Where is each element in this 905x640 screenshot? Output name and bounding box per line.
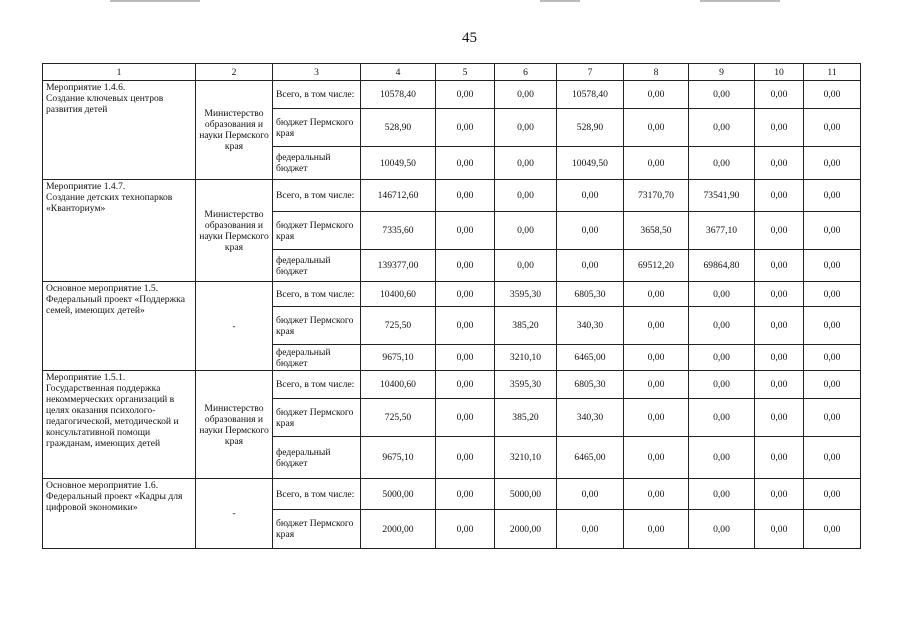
activity-name: Мероприятие 1.4.6. Создание ключевых центров развития детей [43, 81, 196, 180]
column-number-3: 3 [273, 64, 361, 81]
amount-cell-col-4: 2000,00 [361, 510, 436, 549]
amount-cell-col-5: 0,00 [436, 307, 495, 345]
table-row [43, 282, 861, 307]
amount-cell-col-4: 7335,60 [361, 212, 436, 250]
amount-cell-col-7: 0,00 [557, 180, 624, 212]
amount-cell-col-6: 3595,30 [495, 371, 557, 399]
amount-cell-col-10: 0,00 [755, 81, 804, 109]
amount-cell-col-8: 0,00 [624, 345, 689, 371]
amount-cell-col-5: 0,00 [436, 250, 495, 282]
amount-cell-col-5: 0,00 [436, 180, 495, 212]
amount-cell-col-10: 0,00 [755, 282, 804, 307]
amount-cell-col-7: 528,90 [557, 109, 624, 147]
amount-cell-col-5: 0,00 [436, 399, 495, 437]
amount-cell-col-10: 0,00 [755, 437, 804, 479]
amount-cell-col-11: 0,00 [804, 307, 861, 345]
amount-cell-col-5: 0,00 [436, 212, 495, 250]
amount-cell-col-6: 385,20 [495, 399, 557, 437]
funding-source: бюджет Пермского края [273, 399, 361, 437]
executor-name: Министерство образования и науки Пермского края [196, 180, 273, 282]
amount-cell-col-6: 0,00 [495, 250, 557, 282]
amount-cell-col-11: 0,00 [804, 109, 861, 147]
amount-cell-col-11: 0,00 [804, 81, 861, 109]
table-row [43, 81, 861, 109]
executor-name: - [196, 282, 273, 371]
amount-cell-col-8: 0,00 [624, 479, 689, 510]
amount-cell-col-7: 6805,30 [557, 282, 624, 307]
funding-source: федеральный бюджет [273, 147, 361, 180]
amount-cell-col-4: 139377,00 [361, 250, 436, 282]
column-number-4: 4 [361, 64, 436, 81]
amount-cell-col-8: 0,00 [624, 399, 689, 437]
funding-source: Всего, в том числе: [273, 479, 361, 510]
amount-cell-col-4: 10049,50 [361, 147, 436, 180]
amount-cell-col-8: 3658,50 [624, 212, 689, 250]
activity-name: Основное мероприятие 1.6. Федеральный проект «Кадры для цифровой экономики» [43, 479, 196, 549]
table-body [43, 81, 861, 549]
amount-cell-col-7: 6465,00 [557, 437, 624, 479]
amount-cell-col-7: 6465,00 [557, 345, 624, 371]
amount-cell-col-7: 10578,40 [557, 81, 624, 109]
amount-cell-col-9: 0,00 [689, 147, 755, 180]
column-number-11: 11 [804, 64, 861, 81]
funding-source: бюджет Пермского края [273, 307, 361, 345]
amount-cell-col-7: 0,00 [557, 510, 624, 549]
amount-cell-col-9: 0,00 [689, 510, 755, 549]
amount-cell-col-6: 0,00 [495, 180, 557, 212]
amount-cell-col-5: 0,00 [436, 371, 495, 399]
executor-name: - [196, 479, 273, 549]
funding-source: Всего, в том числе: [273, 371, 361, 399]
amount-cell-col-8: 0,00 [624, 109, 689, 147]
amount-cell-col-11: 0,00 [804, 510, 861, 549]
funding-source: федеральный бюджет [273, 437, 361, 479]
column-number-1: 1 [43, 64, 196, 81]
amount-cell-col-11: 0,00 [804, 479, 861, 510]
amount-cell-col-6: 0,00 [495, 212, 557, 250]
amount-cell-col-9: 69864,80 [689, 250, 755, 282]
amount-cell-col-5: 0,00 [436, 109, 495, 147]
amount-cell-col-6: 3210,10 [495, 437, 557, 479]
amount-cell-col-5: 0,00 [436, 147, 495, 180]
amount-cell-col-9: 0,00 [689, 81, 755, 109]
amount-cell-col-9: 0,00 [689, 437, 755, 479]
amount-cell-col-10: 0,00 [755, 307, 804, 345]
amount-cell-col-10: 0,00 [755, 250, 804, 282]
amount-cell-col-8: 69512,20 [624, 250, 689, 282]
funding-source: Всего, в том числе: [273, 180, 361, 212]
amount-cell-col-8: 0,00 [624, 307, 689, 345]
amount-cell-col-4: 725,50 [361, 307, 436, 345]
amount-cell-col-9: 0,00 [689, 371, 755, 399]
amount-cell-col-4: 9675,10 [361, 345, 436, 371]
amount-cell-col-11: 0,00 [804, 180, 861, 212]
column-number-8: 8 [624, 64, 689, 81]
amount-cell-col-8: 0,00 [624, 437, 689, 479]
amount-cell-col-7: 6805,30 [557, 371, 624, 399]
scan-edge-mark [540, 0, 580, 2]
amount-cell-col-8: 0,00 [624, 371, 689, 399]
amount-cell-col-11: 0,00 [804, 345, 861, 371]
amount-cell-col-10: 0,00 [755, 180, 804, 212]
table-row [43, 479, 861, 510]
amount-cell-col-10: 0,00 [755, 399, 804, 437]
funding-source: бюджет Пермского края [273, 212, 361, 250]
amount-cell-col-10: 0,00 [755, 109, 804, 147]
amount-cell-col-10: 0,00 [755, 147, 804, 180]
executor-name: Министерство образования и науки Пермского края [196, 371, 273, 479]
funding-source: Всего, в том числе: [273, 81, 361, 109]
activity-name: Основное мероприятие 1.5. Федеральный проект «Поддержка семей, имеющих детей» [43, 282, 196, 371]
amount-cell-col-9: 73541,90 [689, 180, 755, 212]
funding-source: федеральный бюджет [273, 250, 361, 282]
column-number-row [43, 64, 861, 81]
scan-edge-mark [110, 0, 200, 2]
column-number-6: 6 [495, 64, 557, 81]
amount-cell-col-5: 0,00 [436, 510, 495, 549]
amount-cell-col-8: 0,00 [624, 147, 689, 180]
amount-cell-col-9: 0,00 [689, 345, 755, 371]
amount-cell-col-5: 0,00 [436, 282, 495, 307]
funding-source: федеральный бюджет [273, 345, 361, 371]
column-number-7: 7 [557, 64, 624, 81]
amount-cell-col-4: 9675,10 [361, 437, 436, 479]
funding-source: бюджет Пермского края [273, 109, 361, 147]
amount-cell-col-9: 0,00 [689, 282, 755, 307]
amount-cell-col-10: 0,00 [755, 212, 804, 250]
amount-cell-col-7: 0,00 [557, 212, 624, 250]
column-number-9: 9 [689, 64, 755, 81]
amount-cell-col-6: 0,00 [495, 147, 557, 180]
amount-cell-col-11: 0,00 [804, 371, 861, 399]
amount-cell-col-9: 0,00 [689, 399, 755, 437]
amount-cell-col-9: 0,00 [689, 479, 755, 510]
amount-cell-col-6: 3210,10 [495, 345, 557, 371]
executor-name: Министерство образования и науки Пермского края [196, 81, 273, 180]
amount-cell-col-7: 0,00 [557, 479, 624, 510]
amount-cell-col-10: 0,00 [755, 345, 804, 371]
amount-cell-col-5: 0,00 [436, 345, 495, 371]
amount-cell-col-9: 0,00 [689, 109, 755, 147]
amount-cell-col-11: 0,00 [804, 437, 861, 479]
table-row [43, 180, 861, 212]
column-number-5: 5 [436, 64, 495, 81]
amount-cell-col-6: 0,00 [495, 109, 557, 147]
amount-cell-col-10: 0,00 [755, 479, 804, 510]
amount-cell-col-8: 0,00 [624, 282, 689, 307]
amount-cell-col-4: 10400,60 [361, 282, 436, 307]
amount-cell-col-7: 340,30 [557, 307, 624, 345]
amount-cell-col-8: 0,00 [624, 510, 689, 549]
page-number: 45 [462, 30, 477, 46]
table-row [43, 371, 861, 399]
amount-cell-col-11: 0,00 [804, 212, 861, 250]
amount-cell-col-8: 0,00 [624, 81, 689, 109]
amount-cell-col-4: 146712,60 [361, 180, 436, 212]
amount-cell-col-4: 5000,00 [361, 479, 436, 510]
amount-cell-col-11: 0,00 [804, 399, 861, 437]
amount-cell-col-9: 3677,10 [689, 212, 755, 250]
amount-cell-col-10: 0,00 [755, 371, 804, 399]
activity-name: Мероприятие 1.4.7. Создание детских технопарков «Кванториум» [43, 180, 196, 282]
amount-cell-col-7: 10049,50 [557, 147, 624, 180]
funding-source: Всего, в том числе: [273, 282, 361, 307]
amount-cell-col-11: 0,00 [804, 282, 861, 307]
amount-cell-col-4: 10400,60 [361, 371, 436, 399]
budget-table [42, 63, 861, 549]
scan-edge-mark [700, 0, 780, 2]
amount-cell-col-4: 10578,40 [361, 81, 436, 109]
amount-cell-col-7: 0,00 [557, 250, 624, 282]
amount-cell-col-4: 528,90 [361, 109, 436, 147]
column-number-10: 10 [755, 64, 804, 81]
budget-table-container [42, 63, 860, 549]
amount-cell-col-7: 340,30 [557, 399, 624, 437]
amount-cell-col-6: 5000,00 [495, 479, 557, 510]
activity-name: Мероприятие 1.5.1. Государственная поддержка некоммерческих организаций в целях оказания психолого-педагогической, методической и консультативной помощи гражданам, имеющих детей [43, 371, 196, 479]
amount-cell-col-9: 0,00 [689, 307, 755, 345]
amount-cell-col-5: 0,00 [436, 437, 495, 479]
amount-cell-col-6: 3595,30 [495, 282, 557, 307]
funding-source: бюджет Пермского края [273, 510, 361, 549]
column-number-2: 2 [196, 64, 273, 81]
amount-cell-col-5: 0,00 [436, 81, 495, 109]
amount-cell-col-8: 73170,70 [624, 180, 689, 212]
amount-cell-col-6: 385,20 [495, 307, 557, 345]
amount-cell-col-6: 2000,00 [495, 510, 557, 549]
amount-cell-col-10: 0,00 [755, 510, 804, 549]
amount-cell-col-11: 0,00 [804, 147, 861, 180]
amount-cell-col-11: 0,00 [804, 250, 861, 282]
amount-cell-col-5: 0,00 [436, 479, 495, 510]
amount-cell-col-4: 725,50 [361, 399, 436, 437]
amount-cell-col-6: 0,00 [495, 81, 557, 109]
